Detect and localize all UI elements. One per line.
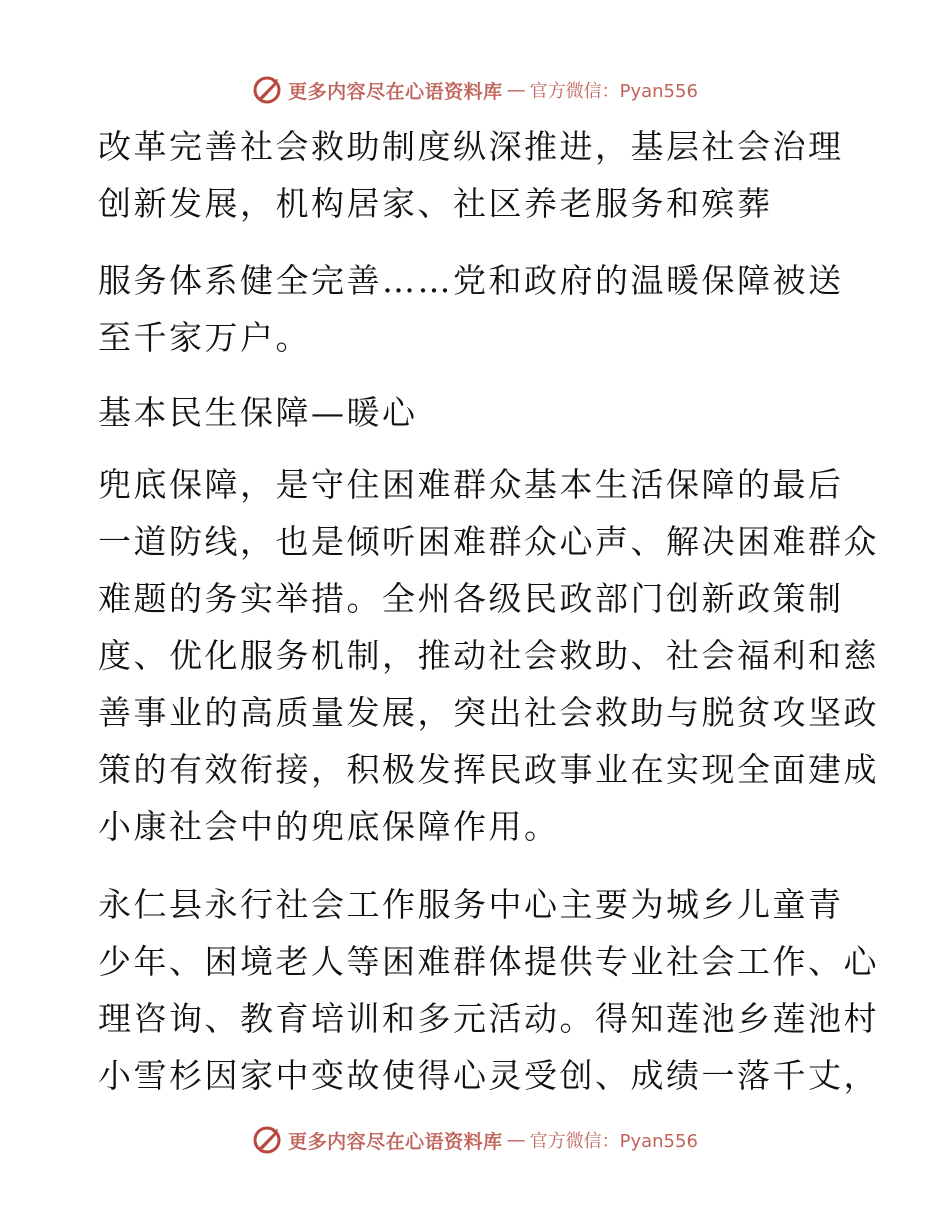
paragraph-safety-net xyxy=(98,456,879,855)
text-line: 创新发展，机构居家、社区养老服务和殡葬 xyxy=(98,184,773,223)
text-line: 兜底保障，是守住困难群众基本生活保障的最后 xyxy=(98,465,844,504)
header-banner xyxy=(0,72,950,108)
paragraph-service-system xyxy=(98,252,858,366)
paragraph-reform xyxy=(98,118,858,232)
text-line: 永仁县永行社会工作服务中心主要为城乡儿童青 xyxy=(98,885,844,924)
header-wechat-text: 官方微信：Pyan556 xyxy=(529,81,698,102)
footer-banner xyxy=(0,1122,950,1158)
heading-line: 基本民生保障—暖心 xyxy=(98,393,418,432)
section-heading xyxy=(98,384,858,441)
text-line: 改革完善社会救助制度纵深推进，基层社会治理 xyxy=(98,127,844,166)
footer-brand-text: 更多内容尽在心语资料库 xyxy=(288,1130,503,1153)
header-brand-text: 更多内容尽在心语资料库 xyxy=(288,80,503,103)
text-line: 度、优化服务机制，推动社会救助、社会福利和慈 xyxy=(98,636,879,675)
text-line: 一道防线，也是倾听困难群众心声、解决困难群众 xyxy=(98,522,879,561)
text-line: 少年、困境老人等困难群体提供专业社会工作、心 xyxy=(98,942,879,981)
text-line: 理咨询、教育培训和多元活动。得知莲池乡莲池村 xyxy=(98,999,879,1038)
footer-wechat-text: 官方微信：Pyan556 xyxy=(529,1131,698,1152)
text-line: 小雪杉因家中变故使得心灵受创、成绩一落千丈， xyxy=(98,1056,879,1095)
text-line: 小康社会中的兜底保障作用。 xyxy=(98,807,560,846)
header-separator: — xyxy=(506,79,526,101)
quill-logo-icon xyxy=(252,1125,282,1155)
text-line: 至千家万户。 xyxy=(98,318,311,357)
text-line: 策的有效衔接，积极发挥民政事业在实现全面建成 xyxy=(98,750,879,789)
paragraph-social-work-center xyxy=(98,876,879,1104)
text-line: 善事业的高质量发展，突出社会救助与脱贫攻坚政 xyxy=(98,693,879,732)
quill-logo-icon xyxy=(252,75,282,105)
text-line: 服务体系健全完善……党和政府的温暖保障被送 xyxy=(98,261,844,300)
text-line: 难题的务实举措。全州各级民政部门创新政策制 xyxy=(98,579,844,618)
footer-separator: — xyxy=(506,1129,526,1151)
